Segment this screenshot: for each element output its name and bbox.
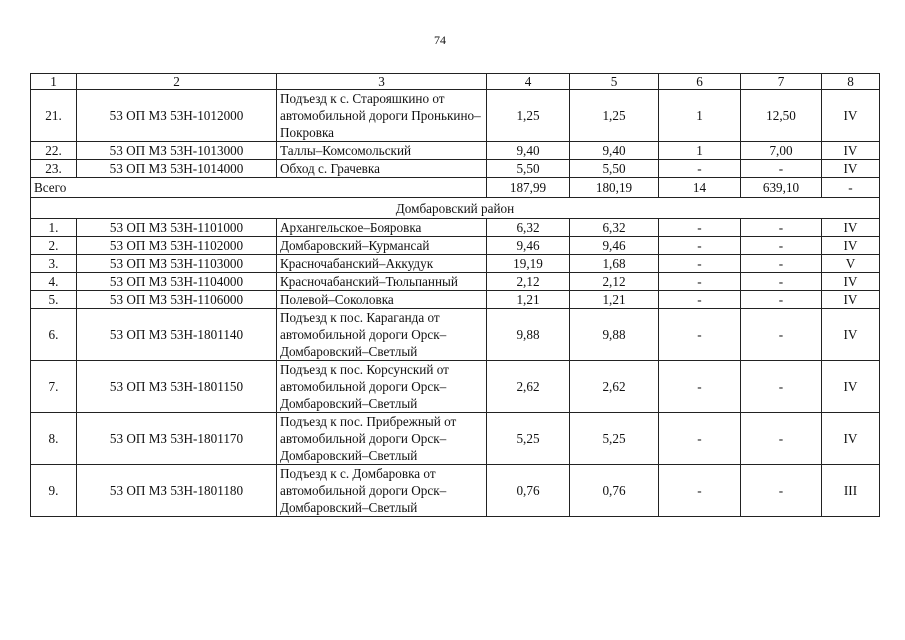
cell-c8: IV (822, 413, 880, 465)
cell-c4: 19,19 (487, 255, 570, 273)
cell-c6: - (659, 413, 741, 465)
road-code: 53 ОП МЗ 53Н-1101000 (77, 219, 277, 237)
cell-c4: 2,62 (487, 361, 570, 413)
page-number: 74 (434, 33, 446, 47)
cell-c5: 0,76 (570, 465, 659, 517)
cell-c4: 9,46 (487, 237, 570, 255)
road-name: Подъезд к пос. Караганда от автомобильной дороги Орск–Домбаровский–Светлый (277, 309, 487, 361)
cell-c4: 0,76 (487, 465, 570, 517)
road-code: 53 ОП МЗ 53Н-1013000 (77, 142, 277, 160)
column-header: 7 (741, 74, 822, 90)
road-name: Архангельское–Бояровка (277, 219, 487, 237)
row-number: 1. (31, 219, 77, 237)
road-code: 53 ОП МЗ 53Н-1103000 (77, 255, 277, 273)
cell-c7: - (741, 413, 822, 465)
row-number: 9. (31, 465, 77, 517)
road-name: Красночабанский–Аккудук (277, 255, 487, 273)
row-number: 2. (31, 237, 77, 255)
table-row (31, 361, 880, 413)
header-row (31, 74, 880, 90)
cell-c7: - (741, 219, 822, 237)
cell-c6: 1 (659, 90, 741, 142)
cell-c4: 9,88 (487, 309, 570, 361)
road-name: Таллы–Комсомольский (277, 142, 487, 160)
road-name: Красночабанский–Тюльпанный (277, 273, 487, 291)
cell-c7: - (741, 361, 822, 413)
cell-c8: III (822, 465, 880, 517)
cell-c8: IV (822, 237, 880, 255)
cell-c5: 9,88 (570, 309, 659, 361)
cell-c8: IV (822, 142, 880, 160)
cell-c5: 6,32 (570, 219, 659, 237)
table-row (31, 291, 880, 309)
row-number: 4. (31, 273, 77, 291)
cell-c8: IV (822, 291, 880, 309)
road-name: Подъезд к пос. Прибрежный от автомобильной дороги Орск–Домбаровский–Светлый (277, 413, 487, 465)
table-row (31, 237, 880, 255)
total-c6: 14 (659, 178, 741, 198)
column-header: 5 (570, 74, 659, 90)
row-number: 8. (31, 413, 77, 465)
road-code: 53 ОП МЗ 53Н-1102000 (77, 237, 277, 255)
cell-c7: - (741, 237, 822, 255)
roads-table (30, 73, 880, 517)
row-number: 5. (31, 291, 77, 309)
cell-c7: - (741, 309, 822, 361)
column-header: 6 (659, 74, 741, 90)
cell-c6: 1 (659, 142, 741, 160)
cell-c7: 12,50 (741, 90, 822, 142)
cell-c8: V (822, 255, 880, 273)
road-name: Домбаровский–Курмансай (277, 237, 487, 255)
cell-c5: 9,40 (570, 142, 659, 160)
table-row (31, 219, 880, 237)
cell-c6: - (659, 309, 741, 361)
cell-c4: 5,50 (487, 160, 570, 178)
cell-c4: 5,25 (487, 413, 570, 465)
cell-c8: IV (822, 219, 880, 237)
road-code: 53 ОП МЗ 53Н-1801180 (77, 465, 277, 517)
column-header: 3 (277, 74, 487, 90)
road-code: 53 ОП МЗ 53Н-1106000 (77, 291, 277, 309)
table-row (31, 273, 880, 291)
cell-c4: 1,21 (487, 291, 570, 309)
table-row (31, 413, 880, 465)
cell-c5: 1,25 (570, 90, 659, 142)
total-row (31, 178, 880, 198)
row-number: 6. (31, 309, 77, 361)
cell-c8: IV (822, 309, 880, 361)
table-row (31, 160, 880, 178)
cell-c7: - (741, 273, 822, 291)
cell-c6: - (659, 465, 741, 517)
table-row (31, 90, 880, 142)
section-row (31, 198, 880, 219)
total-c7: 639,10 (741, 178, 822, 198)
column-header: 8 (822, 74, 880, 90)
table-row (31, 255, 880, 273)
cell-c4: 1,25 (487, 90, 570, 142)
table-row (31, 465, 880, 517)
total-c8: - (822, 178, 880, 198)
road-code: 53 ОП МЗ 53Н-1801170 (77, 413, 277, 465)
road-code: 53 ОП МЗ 53Н-1801140 (77, 309, 277, 361)
total-c5: 180,19 (570, 178, 659, 198)
cell-c6: - (659, 361, 741, 413)
row-number: 21. (31, 90, 77, 142)
row-number: 3. (31, 255, 77, 273)
cell-c6: - (659, 291, 741, 309)
cell-c8: IV (822, 90, 880, 142)
cell-c5: 2,62 (570, 361, 659, 413)
cell-c8: IV (822, 160, 880, 178)
cell-c6: - (659, 160, 741, 178)
cell-c6: - (659, 273, 741, 291)
road-name: Обход с. Грачевка (277, 160, 487, 178)
cell-c5: 1,21 (570, 291, 659, 309)
road-code: 53 ОП МЗ 53Н-1104000 (77, 273, 277, 291)
road-name: Подъезд к с. Домбаровка от автомобильной дороги Орск–Домбаровский–Светлый (277, 465, 487, 517)
road-name: Полевой–Соколовка (277, 291, 487, 309)
table-row (31, 142, 880, 160)
cell-c7: - (741, 160, 822, 178)
cell-c5: 9,46 (570, 237, 659, 255)
row-number: 23. (31, 160, 77, 178)
cell-c7: 7,00 (741, 142, 822, 160)
row-number: 7. (31, 361, 77, 413)
section-title: Домбаровский район (31, 198, 880, 219)
cell-c7: - (741, 291, 822, 309)
cell-c4: 2,12 (487, 273, 570, 291)
road-code: 53 ОП МЗ 53Н-1012000 (77, 90, 277, 142)
cell-c5: 1,68 (570, 255, 659, 273)
cell-c8: IV (822, 361, 880, 413)
cell-c6: - (659, 255, 741, 273)
cell-c8: IV (822, 273, 880, 291)
road-name: Подъезд к пос. Корсунский от автомобильной дороги Орск–Домбаровский–Светлый (277, 361, 487, 413)
cell-c7: - (741, 465, 822, 517)
cell-c4: 6,32 (487, 219, 570, 237)
road-name: Подъезд к с. Старояшкино от автомобильной дороги Пронькино–Покровка (277, 90, 487, 142)
road-code: 53 ОП МЗ 53Н-1801150 (77, 361, 277, 413)
cell-c6: - (659, 237, 741, 255)
cell-c7: - (741, 255, 822, 273)
cell-c6: - (659, 219, 741, 237)
cell-c4: 9,40 (487, 142, 570, 160)
column-header: 2 (77, 74, 277, 90)
table-row (31, 309, 880, 361)
total-label: Всего (31, 178, 487, 198)
column-header: 4 (487, 74, 570, 90)
cell-c5: 5,50 (570, 160, 659, 178)
road-code: 53 ОП МЗ 53Н-1014000 (77, 160, 277, 178)
cell-c5: 2,12 (570, 273, 659, 291)
row-number: 22. (31, 142, 77, 160)
total-c4: 187,99 (487, 178, 570, 198)
cell-c5: 5,25 (570, 413, 659, 465)
column-header: 1 (31, 74, 77, 90)
